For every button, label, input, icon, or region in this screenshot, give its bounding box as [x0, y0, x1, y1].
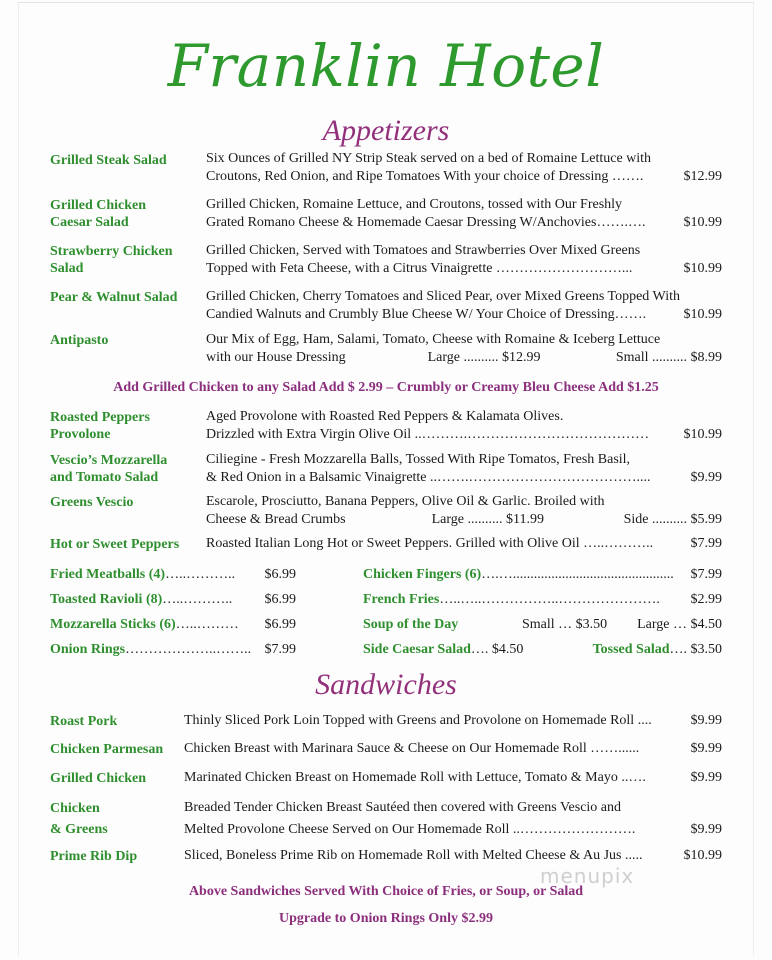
menu-item-description: Roasted Italian Long Hot or Sweet Peppers. Grilled with Olive Oil …..……….. $7.99 [206, 536, 722, 551]
menu-item-description: Escarole, Prosciutto, Banana Peppers, Olive Oil & Garlic. Broiled with Cheese & Bread Crumbs Large .......... $11.99 Side .......... $5.99 [206, 494, 722, 527]
menu-item-price: $10.99 [683, 261, 722, 276]
restaurant-title: Franklin Hotel [167, 32, 605, 100]
side-item: Toasted Ravioli (8) …..……….. $6.99 [50, 592, 296, 607]
menu-item-description: Chicken Breast with Marinara Sauce & Cheese on Our Homemade Roll ……...... $9.99 [184, 741, 722, 756]
menu-item-description: Six Ounces of Grilled NY Strip Steak served on a bed of Romaine Lettuce with Croutons, Red Onion, and Ripe Tomatoes With your choice of Dressing ……. $12.99 [206, 151, 722, 184]
menu-item-description: Marinated Chicken Breast on Homemade Roll with Lettuce, Tomato & Mayo ..…. $9.99 [184, 770, 722, 785]
menu-item-price: $10.99 [683, 215, 722, 230]
menu-item-name: Prime Rib Dip [50, 849, 138, 864]
sandwich-sides-note: Above Sandwiches Served With Choice of Fries, or Soup, or Salad [188, 884, 584, 899]
menu-item-price: $10.99 [683, 848, 722, 863]
side-item: Soup of the Day Small … $3.50 Large … $4.50 [363, 617, 722, 632]
menu-item-description: Ciliegine - Fresh Mozzarella Balls, Tossed With Ripe Tomatos, Fresh Basil, & Red Onion in a Balsamic Vinaigrette ..…….……………………………….... $9.99 [206, 452, 722, 485]
menu-item-description: Grilled Chicken, Cherry Tomatoes and Sliced Pear, over Mixed Greens Topped With Candied Walnuts and Crumbly Blue Cheese W/ Your Choice of Dressing……. $10.99 [206, 289, 722, 322]
side-item: Fried Meatballs (4) …..……….. $6.99 [50, 567, 296, 582]
side-item: Side Caesar Salad …. $4.50 Tossed Salad …. $3.50 [363, 642, 722, 657]
menu-item-description: Breaded Tender Chicken Breast Sautéed then covered with Greens Vescio and Melted Provolone Cheese Served on Our Homemade Roll ..……………………. $9.99 [184, 797, 722, 841]
side-item: French Fries …..…..……………..…………………. $2.99 [363, 592, 722, 607]
menu-item-name: Vescio’s Mozzarella and Tomato Salad [50, 453, 168, 485]
menu-item-name: Chicken Parmesan [50, 742, 164, 757]
onion-rings-upgrade-note: Upgrade to Onion Rings Only $2.99 [279, 911, 493, 926]
menu-item-price: Small .......... $8.99 [615, 350, 722, 365]
menu-item-name: Pear & Walnut Salad [50, 290, 178, 305]
salad-addon-note: Add Grilled Chicken to any Salad Add $ 2.99 – Crumbly or Creamy Bleu Cheese Add $1.25 [113, 380, 659, 395]
appetizers-heading: Appetizers [322, 114, 450, 147]
menu-item-description: Grilled Chicken, Served with Tomatoes and Strawberries Over Mixed Greens Topped with Feta Cheese, with a Citrus Vinaigrette ………………………... $10.99 [206, 243, 722, 276]
menu-item-name: Grilled Chicken [50, 771, 147, 786]
menu-item-name: Hot or Sweet Peppers [50, 537, 180, 552]
menu-item-price: $10.99 [683, 307, 722, 322]
menu-item-price: $9.99 [690, 741, 722, 756]
menu-item-price: $9.99 [690, 770, 722, 785]
menu-item-name: Chicken & Greens [50, 801, 108, 837]
side-item: Chicken Fingers (6) ….….............................................. $7.99 [363, 567, 722, 582]
menu-item-price: $10.99 [683, 427, 722, 442]
menu-item-price: Side .......... $5.99 [623, 512, 722, 527]
watermark-logo: menupix [540, 864, 635, 888]
menu-item-price: $12.99 [683, 169, 722, 184]
menu-item-price: $9.99 [690, 822, 722, 837]
menu-item-name: Roasted Peppers Provolone [50, 410, 150, 442]
menu-item-name: Grilled Steak Salad [50, 153, 167, 168]
side-item: Onion Rings ………………..…….. $7.99 [50, 642, 296, 657]
menu-item-description: Grilled Chicken, Romaine Lettuce, and Croutons, tossed with Our Freshly Grated Romano Cheese & Homemade Caesar Dressing W/Anchovies…….…. $10.99 [206, 197, 722, 230]
side-item: Mozzarella Sticks (6) …..……… $6.99 [50, 617, 296, 632]
menu-item-price: $9.99 [690, 470, 722, 485]
menu-item-price: Large .......... $12.99 [427, 350, 541, 365]
menu-item-name: Grilled Chicken Caesar Salad [50, 198, 147, 230]
sandwiches-heading: Sandwiches [315, 668, 457, 701]
menu-item-description: Our Mix of Egg, Ham, Salami, Tomato, Cheese with Romaine & Iceberg Lettuce with our House Dressing Large .......... $12.99 Small .......... $8.99 [206, 332, 722, 365]
menu-item-name: Greens Vescio [50, 495, 134, 510]
menu-item-price: $7.99 [690, 536, 722, 551]
menu-item-name: Strawberry Chicken Salad [50, 244, 173, 276]
menu-item-description: Sliced, Boneless Prime Rib on Homemade Roll with Melted Cheese & Au Jus ..... $10.99 [184, 848, 722, 863]
menu-item-price: Large .......... $11.99 [431, 512, 544, 527]
menu-item-price: $9.99 [690, 713, 722, 728]
menu-item-description: Aged Provolone with Roasted Red Peppers & Kalamata Olives. Drizzled with Extra Virgin Olive Oil ..……….………………………………… $10.99 [206, 409, 722, 442]
menu-item-name: Roast Pork [50, 714, 118, 729]
menu-item-name: Antipasto [50, 333, 109, 348]
menu-item-description: Thinly Sliced Pork Loin Topped with Greens and Provolone on Homemade Roll .... $9.99 [184, 713, 722, 728]
